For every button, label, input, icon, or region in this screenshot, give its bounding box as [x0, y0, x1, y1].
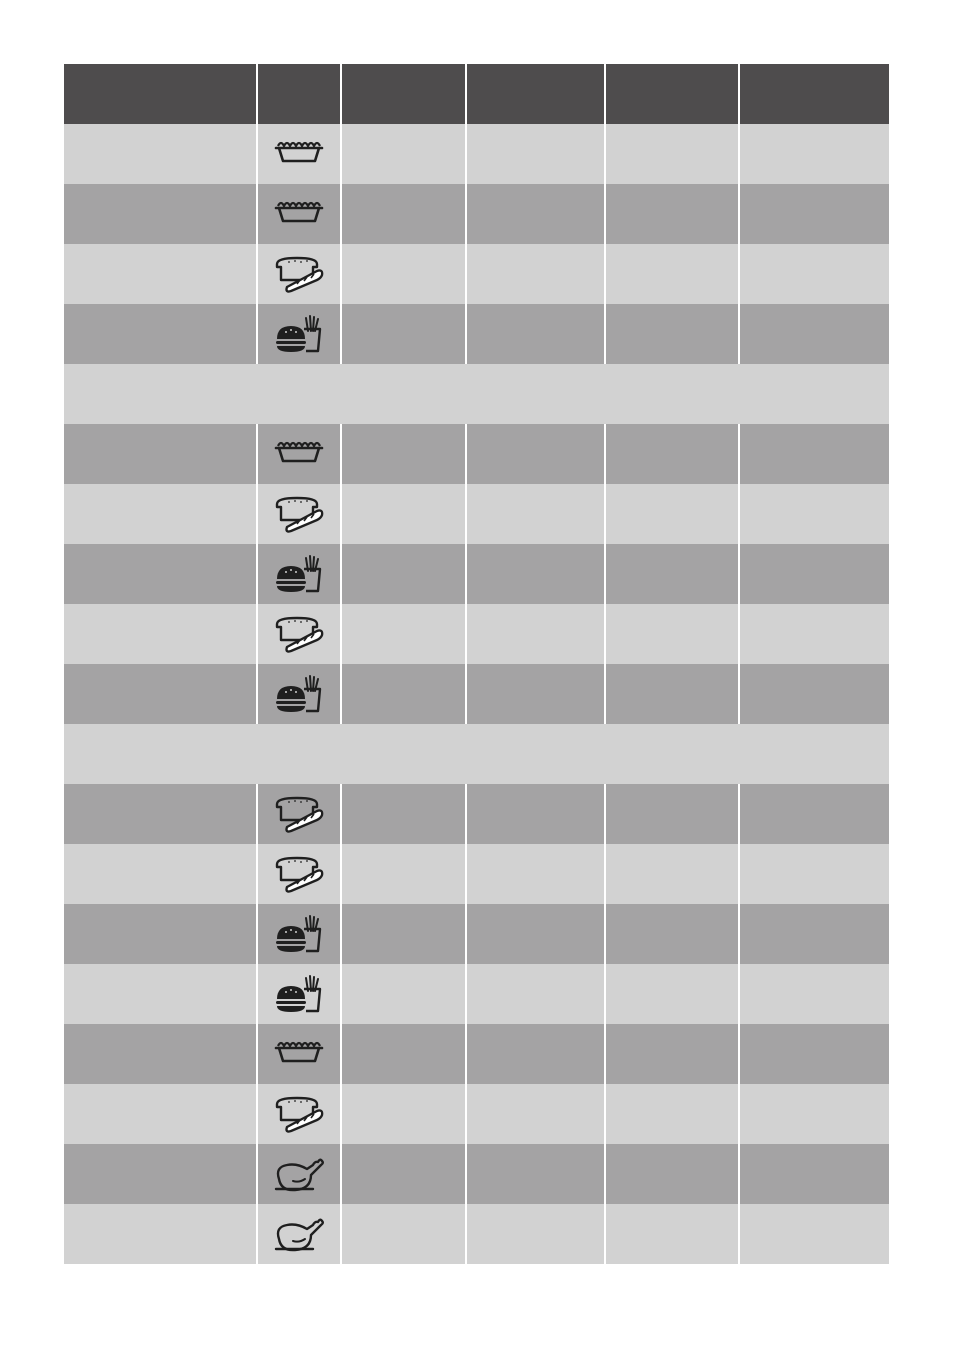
- header-cell-6: [740, 64, 889, 124]
- table-header-row: [64, 64, 889, 124]
- table-cell-6: [740, 604, 889, 664]
- table-cell-5: [606, 424, 740, 484]
- table-cell-5: [606, 184, 740, 244]
- table-cell-3: [342, 604, 467, 664]
- pie-dish-icon: [273, 133, 325, 175]
- pie-dish-icon: [273, 433, 325, 475]
- table-cell-6: [740, 424, 889, 484]
- table-cell-6: [740, 904, 889, 964]
- table-cell-2: [258, 1084, 342, 1144]
- table-cell-1: [64, 244, 258, 304]
- table-cell-6: [740, 304, 889, 364]
- table-row: [64, 544, 889, 604]
- roast-chicken-icon: [273, 1213, 325, 1255]
- header-cell-3: [342, 64, 467, 124]
- table-cell-1: [64, 544, 258, 604]
- table-cell-4: [467, 844, 606, 904]
- table-cell-3: [342, 1084, 467, 1144]
- header-cell-1: [64, 64, 258, 124]
- table-cell-5: [606, 1084, 740, 1144]
- table-cell-2: [258, 244, 342, 304]
- table-cell-1: [64, 1144, 258, 1204]
- table-cell-1: [64, 484, 258, 544]
- table-cell-2: [258, 1024, 342, 1084]
- table-cell-4: [467, 1084, 606, 1144]
- table-cell-5: [606, 244, 740, 304]
- table-cell-6: [740, 1024, 889, 1084]
- table-cell-2: [258, 1204, 342, 1264]
- table-cell-6: [740, 664, 889, 724]
- table-row: [64, 1204, 889, 1264]
- bread-baguette-icon: [273, 1093, 325, 1135]
- table-cell-5: [606, 484, 740, 544]
- table-cell-5: [606, 664, 740, 724]
- table-cell-2: [258, 124, 342, 184]
- table-row: [64, 964, 889, 1024]
- table-cell-2: [258, 484, 342, 544]
- header-cell-5: [606, 64, 740, 124]
- table-row: [64, 844, 889, 904]
- table-cell-4: [467, 604, 606, 664]
- table-cell-2: [258, 184, 342, 244]
- table-cell-3: [342, 304, 467, 364]
- table-cell-6: [740, 844, 889, 904]
- table-cell-1: [64, 124, 258, 184]
- header-cell-2: [258, 64, 342, 124]
- settings-table: [64, 64, 889, 1264]
- table-cell-6: [740, 1144, 889, 1204]
- table-cell-2: [258, 1144, 342, 1204]
- table-cell-4: [467, 1144, 606, 1204]
- table-cell-1: [64, 184, 258, 244]
- table-cell-5: [606, 124, 740, 184]
- table-row: [64, 784, 889, 844]
- section-cell: [64, 724, 889, 784]
- table-cell-1: [64, 1024, 258, 1084]
- table-cell-5: [606, 304, 740, 364]
- table-cell-2: [258, 604, 342, 664]
- burger-fries-icon: [273, 313, 325, 355]
- table-row: [64, 1084, 889, 1144]
- table-cell-5: [606, 544, 740, 604]
- table-cell-4: [467, 244, 606, 304]
- table-cell-6: [740, 244, 889, 304]
- table-cell-6: [740, 544, 889, 604]
- table-cell-3: [342, 184, 467, 244]
- burger-fries-icon: [273, 553, 325, 595]
- table-cell-5: [606, 784, 740, 844]
- table-cell-6: [740, 1204, 889, 1264]
- table-cell-3: [342, 844, 467, 904]
- table-cell-1: [64, 304, 258, 364]
- bread-baguette-icon: [273, 853, 325, 895]
- table-cell-5: [606, 1144, 740, 1204]
- table-cell-4: [467, 184, 606, 244]
- table-cell-3: [342, 904, 467, 964]
- table-row: [64, 304, 889, 364]
- table-cell-3: [342, 424, 467, 484]
- table-cell-6: [740, 484, 889, 544]
- table-cell-2: [258, 784, 342, 844]
- table-cell-6: [740, 784, 889, 844]
- table-row: [64, 904, 889, 964]
- bread-baguette-icon: [273, 493, 325, 535]
- table-cell-4: [467, 964, 606, 1024]
- table-cell-3: [342, 1144, 467, 1204]
- section-row: [64, 364, 889, 424]
- table-cell-1: [64, 904, 258, 964]
- table-cell-1: [64, 784, 258, 844]
- table-row: [64, 664, 889, 724]
- table-cell-3: [342, 124, 467, 184]
- table-cell-2: [258, 304, 342, 364]
- table-body: [64, 124, 889, 1264]
- burger-fries-icon: [273, 673, 325, 715]
- table-cell-4: [467, 484, 606, 544]
- table-row: [64, 484, 889, 544]
- table-cell-2: [258, 964, 342, 1024]
- section-row: [64, 724, 889, 784]
- table-row: [64, 124, 889, 184]
- table-cell-2: [258, 904, 342, 964]
- table-cell-1: [64, 604, 258, 664]
- table-cell-4: [467, 1024, 606, 1084]
- table-cell-6: [740, 184, 889, 244]
- table-cell-1: [64, 1204, 258, 1264]
- table-cell-5: [606, 604, 740, 664]
- pie-dish-icon: [273, 193, 325, 235]
- table-row: [64, 1024, 889, 1084]
- table-cell-1: [64, 664, 258, 724]
- roast-chicken-icon: [273, 1153, 325, 1195]
- table-cell-1: [64, 1084, 258, 1144]
- pie-dish-icon: [273, 1033, 325, 1075]
- table-row: [64, 604, 889, 664]
- bread-baguette-icon: [273, 253, 325, 295]
- table-cell-4: [467, 424, 606, 484]
- table-cell-2: [258, 424, 342, 484]
- table-row: [64, 244, 889, 304]
- table-cell-5: [606, 904, 740, 964]
- table-cell-6: [740, 124, 889, 184]
- table-cell-1: [64, 424, 258, 484]
- table-cell-2: [258, 664, 342, 724]
- bread-baguette-icon: [273, 793, 325, 835]
- table-cell-3: [342, 484, 467, 544]
- table-cell-2: [258, 544, 342, 604]
- burger-fries-icon: [273, 913, 325, 955]
- table-cell-1: [64, 964, 258, 1024]
- table-cell-2: [258, 844, 342, 904]
- table-cell-5: [606, 844, 740, 904]
- table-cell-5: [606, 1204, 740, 1264]
- table-cell-5: [606, 1024, 740, 1084]
- table-cell-3: [342, 1204, 467, 1264]
- table-cell-4: [467, 664, 606, 724]
- table-cell-4: [467, 784, 606, 844]
- table-cell-1: [64, 844, 258, 904]
- table-cell-3: [342, 1024, 467, 1084]
- burger-fries-icon: [273, 973, 325, 1015]
- table-row: [64, 424, 889, 484]
- table-row: [64, 184, 889, 244]
- table-cell-6: [740, 964, 889, 1024]
- table-cell-3: [342, 784, 467, 844]
- table-cell-3: [342, 544, 467, 604]
- table-cell-4: [467, 904, 606, 964]
- section-cell: [64, 364, 889, 424]
- table-cell-4: [467, 1204, 606, 1264]
- table-cell-4: [467, 304, 606, 364]
- table-cell-3: [342, 964, 467, 1024]
- table-cell-3: [342, 664, 467, 724]
- table-cell-4: [467, 124, 606, 184]
- table-cell-5: [606, 964, 740, 1024]
- header-cell-4: [467, 64, 606, 124]
- table-row: [64, 1144, 889, 1204]
- table-cell-6: [740, 1084, 889, 1144]
- table-cell-3: [342, 244, 467, 304]
- table-cell-4: [467, 544, 606, 604]
- bread-baguette-icon: [273, 613, 325, 655]
